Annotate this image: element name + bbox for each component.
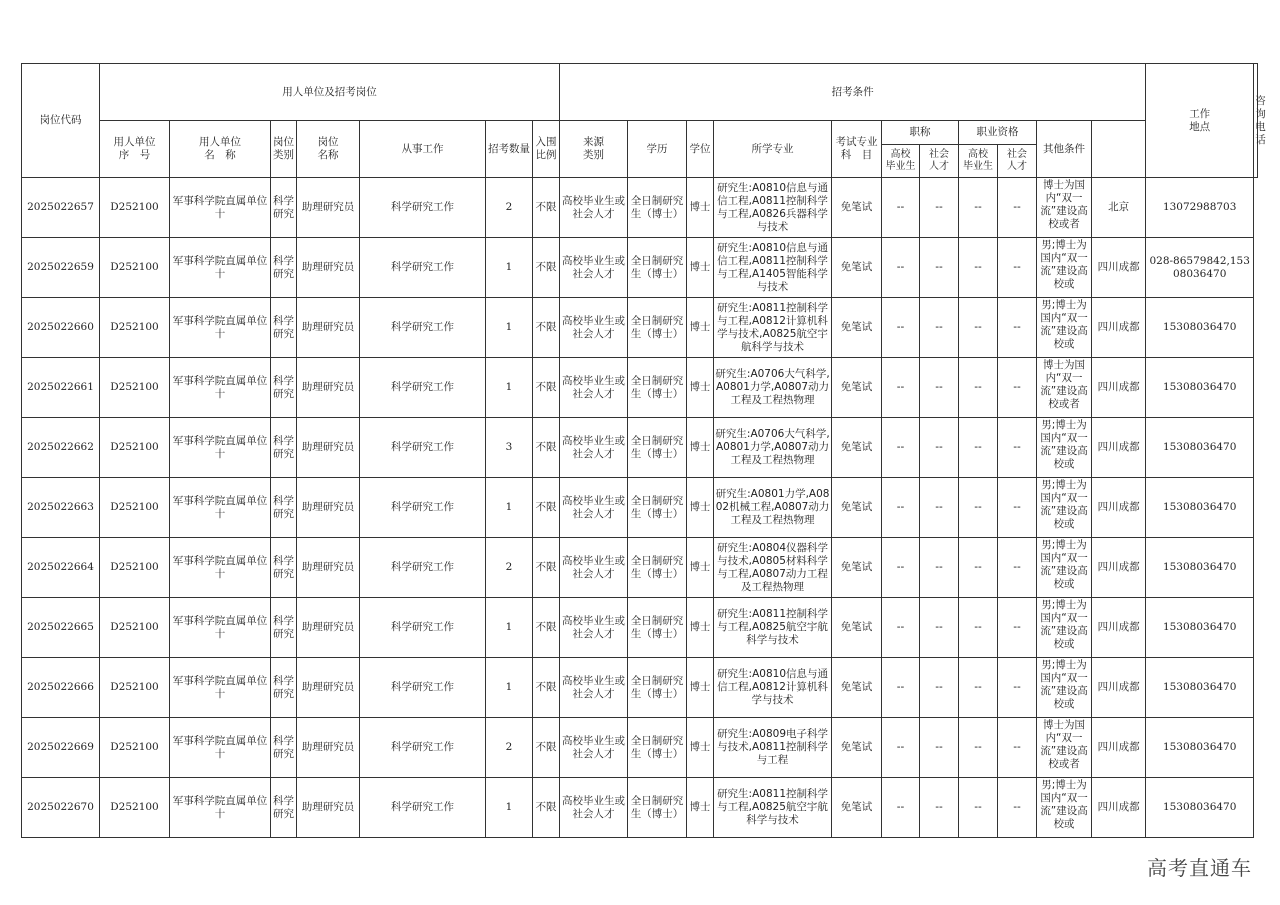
cell-ratio: 不限: [533, 298, 560, 358]
cell-work: 科学研究工作: [360, 538, 486, 598]
cell-title-social: --: [920, 238, 959, 298]
cell-title-grad: --: [882, 658, 920, 718]
cell-degree: 博士: [687, 298, 714, 358]
cell-qual-social: --: [998, 778, 1037, 838]
cell-title-social: --: [920, 718, 959, 778]
header-cond-group: 招考条件: [560, 64, 1146, 121]
cell-post-name: 助理研究员: [297, 238, 360, 298]
cell-unit-name: 军事科学院直属单位十: [170, 418, 271, 478]
cell-code: 2025022662: [22, 418, 100, 478]
cell-unit-name: 军事科学院直属单位十: [170, 358, 271, 418]
cell-title-grad: --: [882, 418, 920, 478]
cell-work: 科学研究工作: [360, 178, 486, 238]
cell-education: 全日制研究生（博士）: [628, 298, 687, 358]
cell-exam: 免笔试: [832, 238, 882, 298]
cell-major: 研究生:A0811控制科学与工程,A0825航空宇航科学与技术: [714, 778, 832, 838]
cell-exam: 免笔试: [832, 478, 882, 538]
cell-code: 2025022661: [22, 358, 100, 418]
cell-post-type: 科学研究: [271, 478, 297, 538]
cell-qual-grad: --: [959, 778, 998, 838]
cell-work: 科学研究工作: [360, 718, 486, 778]
cell-title-grad: --: [882, 238, 920, 298]
cell-count: 1: [486, 598, 533, 658]
other-conditions-text: 男;博士为国内“双一流”建设高校或: [1040, 538, 1088, 590]
recruitment-table: [21, 63, 1266, 838]
cell-education: 全日制研究生（博士）: [628, 778, 687, 838]
cell-post-type: 科学研究: [271, 778, 297, 838]
cell-phone: 028-86579842,15308036470: [1146, 238, 1254, 298]
cell-location: 四川成都: [1092, 298, 1146, 358]
cell-qual-social: --: [998, 358, 1037, 418]
cell-degree: 博士: [687, 598, 714, 658]
cell-qual-grad: --: [959, 478, 998, 538]
cell-other: [1037, 178, 1092, 238]
table-row: [22, 658, 1258, 718]
cell-source: 高校毕业生或社会人才: [560, 658, 628, 718]
cell-work: 科学研究工作: [360, 598, 486, 658]
header-location: 工作 地点: [1146, 64, 1254, 178]
cell-location: 四川成都: [1092, 538, 1146, 598]
header-qual-group: 职业资格: [959, 121, 1037, 145]
header-unit-seq: 用人单位 序 号: [100, 121, 170, 178]
cell-unit-seq: D252100: [100, 178, 170, 238]
cell-qual-social: --: [998, 718, 1037, 778]
cell-unit-seq: D252100: [100, 718, 170, 778]
cell-post-type: 科学研究: [271, 178, 297, 238]
cell-ratio: 不限: [533, 418, 560, 478]
cell-qual-social: --: [998, 418, 1037, 478]
cell-title-social: --: [920, 478, 959, 538]
header-post-name: 岗位 名称: [297, 121, 360, 178]
cell-post-type: 科学研究: [271, 538, 297, 598]
cell-exam: 免笔试: [832, 658, 882, 718]
cell-education: 全日制研究生（博士）: [628, 178, 687, 238]
cell-post-type: 科学研究: [271, 598, 297, 658]
header-post-type: 岗位 类别: [271, 121, 297, 178]
cell-unit-seq: D252100: [100, 658, 170, 718]
cell-code: 2025022660: [22, 298, 100, 358]
cell-phone: 15308036470: [1146, 778, 1254, 838]
cell-location: 四川成都: [1092, 238, 1146, 298]
cell-count: 1: [486, 238, 533, 298]
cell-qual-social: --: [998, 478, 1037, 538]
cell-qual-grad: --: [959, 358, 998, 418]
cell-title-social: --: [920, 358, 959, 418]
cell-exam: 免笔试: [832, 598, 882, 658]
other-conditions-text: 博士为国内“双一流”建设高校或者: [1040, 718, 1088, 770]
cell-unit-seq: D252100: [100, 358, 170, 418]
cell-title-grad: --: [882, 598, 920, 658]
cell-exam: 免笔试: [832, 418, 882, 478]
cell-source: 高校毕业生或社会人才: [560, 598, 628, 658]
cell-phone: 15308036470: [1146, 418, 1254, 478]
cell-unit-name: 军事科学院直属单位十: [170, 238, 271, 298]
cell-other: [1037, 658, 1092, 718]
cell-major: 研究生:A0811控制科学与工程,A0825航空宇航科学与技术: [714, 598, 832, 658]
cell-post-name: 助理研究员: [297, 718, 360, 778]
cell-unit-name: 军事科学院直属单位十: [170, 478, 271, 538]
cell-work: 科学研究工作: [360, 358, 486, 418]
cell-education: 全日制研究生（博士）: [628, 718, 687, 778]
cell-degree: 博士: [687, 478, 714, 538]
cell-other: [1037, 598, 1092, 658]
header-work: 从事工作: [360, 121, 486, 178]
cell-count: 1: [486, 478, 533, 538]
cell-qual-grad: --: [959, 238, 998, 298]
cell-code: 2025022664: [22, 538, 100, 598]
cell-phone: 15308036470: [1146, 538, 1254, 598]
cell-location: 四川成都: [1092, 478, 1146, 538]
cell-qual-social: --: [998, 178, 1037, 238]
cell-title-grad: --: [882, 478, 920, 538]
cell-exam: 免笔试: [832, 718, 882, 778]
cell-post-name: 助理研究员: [297, 178, 360, 238]
cell-code: 2025022665: [22, 598, 100, 658]
cell-post-type: 科学研究: [271, 418, 297, 478]
cell-source: 高校毕业生或社会人才: [560, 418, 628, 478]
cell-qual-social: --: [998, 298, 1037, 358]
cell-other: [1037, 298, 1092, 358]
cell-degree: 博士: [687, 238, 714, 298]
other-conditions-text: 男;博士为国内“双一流”建设高校或: [1040, 418, 1088, 470]
other-conditions-text: 男;博士为国内“双一流”建设高校或: [1040, 298, 1088, 350]
header-other: 其他条件: [1037, 121, 1092, 178]
cell-qual-grad: --: [959, 178, 998, 238]
cell-count: 1: [486, 778, 533, 838]
cell-major: 研究生:A0706大气科学,A0801力学,A0807动力工程及工程热物理: [714, 358, 832, 418]
header-grad2: 高校 毕业生: [959, 145, 998, 178]
cell-work: 科学研究工作: [360, 298, 486, 358]
cell-other: [1037, 538, 1092, 598]
cell-ratio: 不限: [533, 718, 560, 778]
cell-code: 2025022663: [22, 478, 100, 538]
table-row: [22, 358, 1258, 418]
table-row: [22, 718, 1258, 778]
cell-education: 全日制研究生（博士）: [628, 598, 687, 658]
cell-work: 科学研究工作: [360, 478, 486, 538]
cell-work: 科学研究工作: [360, 778, 486, 838]
cell-count: 1: [486, 358, 533, 418]
cell-qual-social: --: [998, 238, 1037, 298]
cell-source: 高校毕业生或社会人才: [560, 778, 628, 838]
cell-degree: 博士: [687, 658, 714, 718]
cell-location: 北京: [1092, 178, 1146, 238]
cell-ratio: 不限: [533, 538, 560, 598]
cell-unit-seq: D252100: [100, 298, 170, 358]
cell-title-social: --: [920, 658, 959, 718]
cell-major: 研究生:A0810信息与通信工程,A0811控制科学与工程,A1405智能科学与技术: [714, 238, 832, 298]
cell-location: 四川成都: [1092, 778, 1146, 838]
other-conditions-text: 博士为国内“双一流”建设高校或者: [1040, 178, 1088, 230]
header-unit-group: 用人单位及招考岗位: [100, 64, 560, 121]
cell-unit-name: 军事科学院直属单位十: [170, 658, 271, 718]
cell-degree: 博士: [687, 718, 714, 778]
cell-post-name: 助理研究员: [297, 358, 360, 418]
cell-degree: 博士: [687, 178, 714, 238]
cell-ratio: 不限: [533, 238, 560, 298]
cell-exam: 免笔试: [832, 298, 882, 358]
cell-source: 高校毕业生或社会人才: [560, 238, 628, 298]
header-source: 来源 类别: [560, 121, 628, 178]
cell-location: 四川成都: [1092, 358, 1146, 418]
header-social1: 社会 人才: [920, 145, 959, 178]
cell-education: 全日制研究生（博士）: [628, 238, 687, 298]
cell-major: 研究生:A0809电子科学与技术,A0811控制科学与工程: [714, 718, 832, 778]
cell-unit-name: 军事科学院直属单位十: [170, 598, 271, 658]
cell-degree: 博士: [687, 418, 714, 478]
cell-source: 高校毕业生或社会人才: [560, 538, 628, 598]
cell-qual-grad: --: [959, 718, 998, 778]
cell-title-grad: --: [882, 718, 920, 778]
cell-title-grad: --: [882, 778, 920, 838]
cell-location: 四川成都: [1092, 718, 1146, 778]
header-code: 岗位代码: [22, 64, 100, 178]
cell-exam: 免笔试: [832, 178, 882, 238]
table-row: [22, 778, 1258, 838]
cell-source: 高校毕业生或社会人才: [560, 298, 628, 358]
cell-qual-grad: --: [959, 418, 998, 478]
cell-title-grad: --: [882, 298, 920, 358]
other-conditions-text: 博士为国内“双一流”建设高校或者: [1040, 358, 1088, 410]
cell-major: 研究生:A0811控制科学与工程,A0812计算机科学与技术,A0825航空宇航科学与技术: [714, 298, 832, 358]
cell-major: 研究生:A0804仪器科学与技术,A0805材料科学与工程,A0807动力工程及工程热物理: [714, 538, 832, 598]
cell-ratio: 不限: [533, 658, 560, 718]
cell-work: 科学研究工作: [360, 418, 486, 478]
header-education: 学历: [628, 121, 687, 178]
cell-title-social: --: [920, 178, 959, 238]
cell-title-social: --: [920, 538, 959, 598]
cell-count: 1: [486, 658, 533, 718]
cell-source: 高校毕业生或社会人才: [560, 478, 628, 538]
cell-phone: 15308036470: [1146, 298, 1254, 358]
other-conditions-text: 男;博士为国内“双一流”建设高校或: [1040, 478, 1088, 530]
cell-title-social: --: [920, 418, 959, 478]
cell-unit-name: 军事科学院直属单位十: [170, 538, 271, 598]
cell-count: 2: [486, 718, 533, 778]
cell-title-grad: --: [882, 358, 920, 418]
cell-post-name: 助理研究员: [297, 478, 360, 538]
cell-location: 四川成都: [1092, 418, 1146, 478]
cell-qual-social: --: [998, 658, 1037, 718]
cell-post-type: 科学研究: [271, 658, 297, 718]
cell-location: 四川成都: [1092, 598, 1146, 658]
cell-degree: 博士: [687, 778, 714, 838]
cell-title-social: --: [920, 778, 959, 838]
cell-unit-seq: D252100: [100, 478, 170, 538]
cell-education: 全日制研究生（博士）: [628, 358, 687, 418]
cell-code: 2025022659: [22, 238, 100, 298]
cell-major: 研究生:A0810信息与通信工程,A0812计算机科学与技术: [714, 658, 832, 718]
cell-ratio: 不限: [533, 358, 560, 418]
cell-post-name: 助理研究员: [297, 418, 360, 478]
table-row: [22, 298, 1258, 358]
table-row: [22, 598, 1258, 658]
cell-ratio: 不限: [533, 778, 560, 838]
header-title-group: 职称: [882, 121, 959, 145]
cell-ratio: 不限: [533, 178, 560, 238]
cell-title-social: --: [920, 298, 959, 358]
other-conditions-text: 男;博士为国内“双一流”建设高校或: [1040, 778, 1088, 830]
cell-count: 2: [486, 178, 533, 238]
cell-exam: 免笔试: [832, 538, 882, 598]
cell-other: [1037, 778, 1092, 838]
cell-phone: 15308036470: [1146, 358, 1254, 418]
cell-phone: 15308036470: [1146, 478, 1254, 538]
cell-post-type: 科学研究: [271, 298, 297, 358]
cell-unit-seq: D252100: [100, 538, 170, 598]
cell-other: [1037, 478, 1092, 538]
table-row: [22, 178, 1258, 238]
cell-education: 全日制研究生（博士）: [628, 478, 687, 538]
cell-education: 全日制研究生（博士）: [628, 658, 687, 718]
cell-count: 3: [486, 418, 533, 478]
cell-post-name: 助理研究员: [297, 778, 360, 838]
cell-degree: 博士: [687, 538, 714, 598]
cell-exam: 免笔试: [832, 778, 882, 838]
cell-source: 高校毕业生或社会人才: [560, 358, 628, 418]
cell-post-type: 科学研究: [271, 358, 297, 418]
cell-post-name: 助理研究员: [297, 538, 360, 598]
cell-other: [1037, 238, 1092, 298]
cell-count: 2: [486, 538, 533, 598]
cell-phone: 13072988703: [1146, 178, 1254, 238]
cell-major: 研究生:A0810信息与通信工程,A0811控制科学与工程,A0826兵器科学与技术: [714, 178, 832, 238]
watermark: 高考直通车: [1147, 856, 1252, 880]
cell-phone: 15308036470: [1146, 718, 1254, 778]
other-conditions-text: 男;博士为国内“双一流”建设高校或: [1040, 658, 1088, 710]
cell-work: 科学研究工作: [360, 658, 486, 718]
cell-unit-seq: D252100: [100, 778, 170, 838]
header-count: 招考数量: [486, 121, 533, 178]
cell-code: 2025022657: [22, 178, 100, 238]
cell-major: 研究生:A0706大气科学,A0801力学,A0807动力工程及工程热物理: [714, 418, 832, 478]
table-row: [22, 538, 1258, 598]
cell-code: 2025022669: [22, 718, 100, 778]
cell-qual-grad: --: [959, 538, 998, 598]
cell-other: [1037, 718, 1092, 778]
cell-code: 2025022670: [22, 778, 100, 838]
cell-post-type: 科学研究: [271, 718, 297, 778]
cell-unit-name: 军事科学院直属单位十: [170, 718, 271, 778]
cell-work: 科学研究工作: [360, 238, 486, 298]
cell-qual-grad: --: [959, 298, 998, 358]
cell-unit-seq: D252100: [100, 598, 170, 658]
cell-title-grad: --: [882, 538, 920, 598]
header-ratio: 入围 比例: [533, 121, 560, 178]
cell-unit-name: 军事科学院直属单位十: [170, 178, 271, 238]
cell-post-name: 助理研究员: [297, 598, 360, 658]
other-conditions-text: 男;博士为国内“双一流”建设高校或: [1040, 238, 1088, 290]
cell-unit-name: 军事科学院直属单位十: [170, 778, 271, 838]
header-unit-name: 用人单位 名 称: [170, 121, 271, 178]
header-grad1: 高校 毕业生: [882, 145, 920, 178]
cell-qual-social: --: [998, 598, 1037, 658]
cell-education: 全日制研究生（博士）: [628, 538, 687, 598]
cell-exam: 免笔试: [832, 358, 882, 418]
cell-other: [1037, 418, 1092, 478]
cell-code: 2025022666: [22, 658, 100, 718]
cell-post-name: 助理研究员: [297, 658, 360, 718]
cell-major: 研究生:A0801力学,A0802机械工程,A0807动力工程及工程热物理: [714, 478, 832, 538]
cell-qual-grad: --: [959, 658, 998, 718]
header-exam: 考试专业 科 目: [832, 121, 882, 178]
cell-count: 1: [486, 298, 533, 358]
cell-post-type: 科学研究: [271, 238, 297, 298]
other-conditions-text: 男;博士为国内“双一流”建设高校或: [1040, 598, 1088, 650]
cell-qual-grad: --: [959, 598, 998, 658]
cell-title-social: --: [920, 598, 959, 658]
header-major: 所学专业: [714, 121, 832, 178]
header-social2: 社会 人才: [998, 145, 1037, 178]
cell-phone: 15308036470: [1146, 598, 1254, 658]
cell-title-grad: --: [882, 178, 920, 238]
cell-qual-social: --: [998, 538, 1037, 598]
header-phone: 咨询电话: [1254, 64, 1258, 178]
cell-degree: 博士: [687, 358, 714, 418]
cell-other: [1037, 358, 1092, 418]
cell-unit-seq: D252100: [100, 418, 170, 478]
cell-source: 高校毕业生或社会人才: [560, 718, 628, 778]
cell-ratio: 不限: [533, 598, 560, 658]
table-row: [22, 418, 1258, 478]
cell-education: 全日制研究生（博士）: [628, 418, 687, 478]
cell-source: 高校毕业生或社会人才: [560, 178, 628, 238]
cell-unit-seq: D252100: [100, 238, 170, 298]
table-row: [22, 238, 1258, 298]
table-row: [22, 478, 1258, 538]
cell-phone: 15308036470: [1146, 658, 1254, 718]
cell-post-name: 助理研究员: [297, 298, 360, 358]
cell-location: 四川成都: [1092, 658, 1146, 718]
cell-unit-name: 军事科学院直属单位十: [170, 298, 271, 358]
header-degree: 学位: [687, 121, 714, 178]
cell-ratio: 不限: [533, 478, 560, 538]
